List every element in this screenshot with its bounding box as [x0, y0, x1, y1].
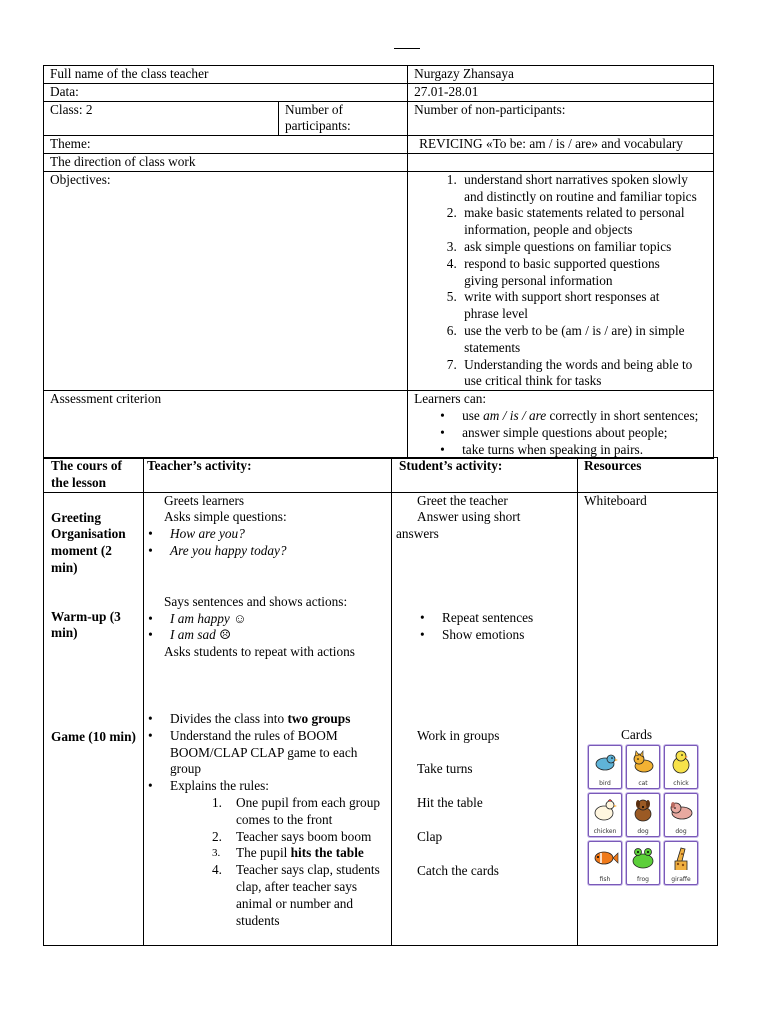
game-teacher-item: • Understand the rules of BOOM BOOM/CLAP CLAP game to each group [144, 728, 389, 778]
greeting-student-1: Greet the teacher [417, 492, 508, 508]
greeting-student-2: Answer using short [417, 509, 521, 525]
bird-card [588, 745, 622, 789]
rule-text: One pupil from each group comes to the front [236, 794, 381, 827]
assessment-item [436, 408, 707, 425]
theme-label: Theme: [50, 136, 91, 152]
data-label: Data: [50, 83, 79, 99]
stage-game: Game (10 min) [51, 728, 136, 744]
fish-card [588, 841, 622, 885]
game-teacher-list [144, 711, 389, 795]
data-value: 27.01-28.01 [414, 83, 479, 99]
resource-whiteboard: Whiteboard [584, 492, 647, 508]
game-student-3: Hit the table [417, 795, 483, 811]
student-column [392, 492, 578, 945]
resource-cards-label: Cards [621, 727, 653, 743]
rule-item: 2. Teacher says boom boom [212, 828, 372, 844]
card-label: chick [673, 780, 689, 788]
question-item: • How are you? [144, 526, 389, 543]
rule-bold: hits the table [290, 845, 364, 861]
chick-card [664, 745, 698, 789]
warmup-teacher-1: Says sentences and shows actions: [164, 593, 348, 609]
rule-item: 4. Teacher says clap, students clap, after teacher says animal or number and students [212, 862, 380, 928]
greeting-questions [144, 526, 389, 560]
assessment-item1-post: correctly in short sentences; [546, 407, 699, 423]
card-label: cat [638, 780, 648, 788]
chicken-icon [591, 796, 619, 824]
game-student-2: Take turns [417, 761, 473, 777]
objective-item: 3. ask simple questions on familiar topics [460, 239, 697, 256]
theme-value: REVICING «To be: am / is / are» and vocabulary [419, 136, 683, 152]
fish-icon [591, 844, 619, 872]
data-label-cell [44, 83, 408, 101]
objective-item: 2. make basic statements related to personal information, people and objects [460, 205, 697, 239]
direction-label-cell [44, 153, 408, 171]
rule-text: Teacher says boom boom [236, 828, 372, 844]
col-resources-label: Resources [584, 458, 642, 473]
lesson-info-table [43, 65, 714, 459]
card-label: chicken [593, 828, 617, 836]
stage-greeting: Greeting Organisation moment (2 min) [51, 509, 126, 575]
chick-icon [667, 748, 695, 776]
objectives-label-cell [44, 171, 408, 390]
animal-cards [588, 745, 700, 885]
assessment-item1-pre: use [462, 407, 484, 423]
game-teacher-item [144, 711, 389, 728]
game-student-5: Catch the cards [417, 862, 499, 878]
rule-text: The pupil [236, 845, 291, 861]
teacher-label: Full name of the class teacher [50, 66, 209, 81]
header-rule [394, 48, 420, 49]
card-label: giraffe [671, 876, 691, 884]
question-item: • Are you happy today? [144, 543, 389, 560]
cat-icon [629, 748, 657, 776]
col-teacher-header [144, 458, 392, 493]
teacher-value-cell [408, 66, 714, 84]
frog-card [626, 841, 660, 885]
objective-item: 6. use the verb to be (am / is / are) in simple statements [460, 323, 697, 357]
resources-column [578, 492, 718, 945]
giraffe-card [664, 841, 698, 885]
card-label: dog [675, 828, 687, 836]
non-participants-cell [408, 101, 714, 136]
theme-label-cell [44, 136, 408, 154]
warmup-sentences [144, 611, 389, 645]
assessment-list [414, 408, 707, 458]
assessment-label-cell [44, 391, 408, 459]
assessment-label: Assessment criterion [50, 391, 162, 407]
assessment-intro: Learners can: [414, 391, 487, 407]
giraffe-icon [667, 844, 695, 872]
participants-cell [279, 101, 408, 136]
participants-label: Number of participants: [285, 101, 351, 134]
objective-item: 5. write with support short responses at phrase level [460, 289, 697, 323]
dog-card [626, 793, 660, 837]
card-label: frog [637, 876, 649, 884]
warmup-student-list [396, 610, 573, 644]
frog-icon [629, 844, 657, 872]
teacher-value: Nurgazy Zhansaya [414, 66, 514, 81]
objectives-label: Objectives: [50, 171, 111, 187]
lesson-plan-table [43, 457, 718, 946]
theme-value-cell [408, 136, 714, 154]
col-student-header [392, 458, 578, 493]
objective-item: 1. understand short narratives spoken slowly and distinctly on routine and familiar topics [460, 172, 697, 206]
game-teacher-item: • Explains the rules: [144, 778, 389, 795]
card-label: bird [599, 780, 611, 788]
rule-item: 1. One pupil from each group comes to the front [212, 794, 381, 827]
game-rules-list [164, 795, 389, 929]
teacher-column [144, 492, 392, 945]
warmup-student-item: • Show emotions [416, 627, 573, 644]
dog-icon [667, 796, 695, 824]
direction-value-cell [408, 153, 714, 171]
game-student-1: Work in groups [417, 727, 500, 743]
objective-item: 7. Understanding the words and being able to use critical think for tasks [460, 357, 697, 391]
non-participants-label: Number of non-participants: [414, 101, 566, 117]
objective-item: 4. respond to basic supported questions giving personal information [460, 256, 697, 290]
teacher-label-cell [44, 66, 408, 84]
assessment-item1-italic: am / is / are [483, 407, 547, 423]
col-course-header [44, 458, 144, 493]
objectives-cell [408, 171, 714, 390]
game-student-4: Clap [417, 828, 443, 844]
assessment-item: • take turns when speaking in pairs. [436, 442, 707, 459]
cat-card [626, 745, 660, 789]
warmup-teacher-2: Asks students to repeat with actions [164, 644, 355, 660]
assessment-cell [408, 391, 714, 459]
dog-card [664, 793, 698, 837]
stage-column [44, 492, 144, 945]
game-t1-pre: Divides the class into [170, 710, 288, 726]
sentence-item: • I am sad ☹ [144, 627, 389, 644]
greeting-teacher-1: Greets learners [164, 492, 245, 508]
dog-icon [629, 796, 657, 824]
data-value-cell [408, 83, 714, 101]
direction-label: The direction of class work [50, 153, 196, 169]
rule-item: 3. The pupil hits the table [212, 845, 364, 861]
objectives-list [414, 172, 697, 390]
rule-text: Teacher says clap, students clap, after teacher says animal or number and students [236, 862, 380, 928]
chicken-card [588, 793, 622, 837]
greeting-teacher-2: Asks simple questions: [164, 509, 287, 525]
col-teacher-label: Teacher’s activity: [147, 458, 252, 473]
stage-warmup: Warm-up (3 min) [51, 608, 121, 641]
card-label: fish [599, 876, 611, 884]
card-label: dog [637, 828, 649, 836]
bird-icon [591, 748, 619, 776]
class-label: Class: 2 [50, 101, 93, 117]
col-course-label: The cours of the lesson [51, 458, 122, 490]
game-t1-bold: two groups [287, 710, 351, 726]
col-student-label: Student’s activity: [399, 458, 503, 473]
assessment-item: • answer simple questions about people; [436, 425, 707, 442]
greeting-student-3: answers [396, 526, 439, 542]
class-cell [44, 101, 279, 136]
warmup-student-item: • Repeat sentences [416, 610, 573, 627]
col-resources-header [578, 458, 718, 493]
sentence-item: • I am happy ☺ [144, 611, 389, 628]
